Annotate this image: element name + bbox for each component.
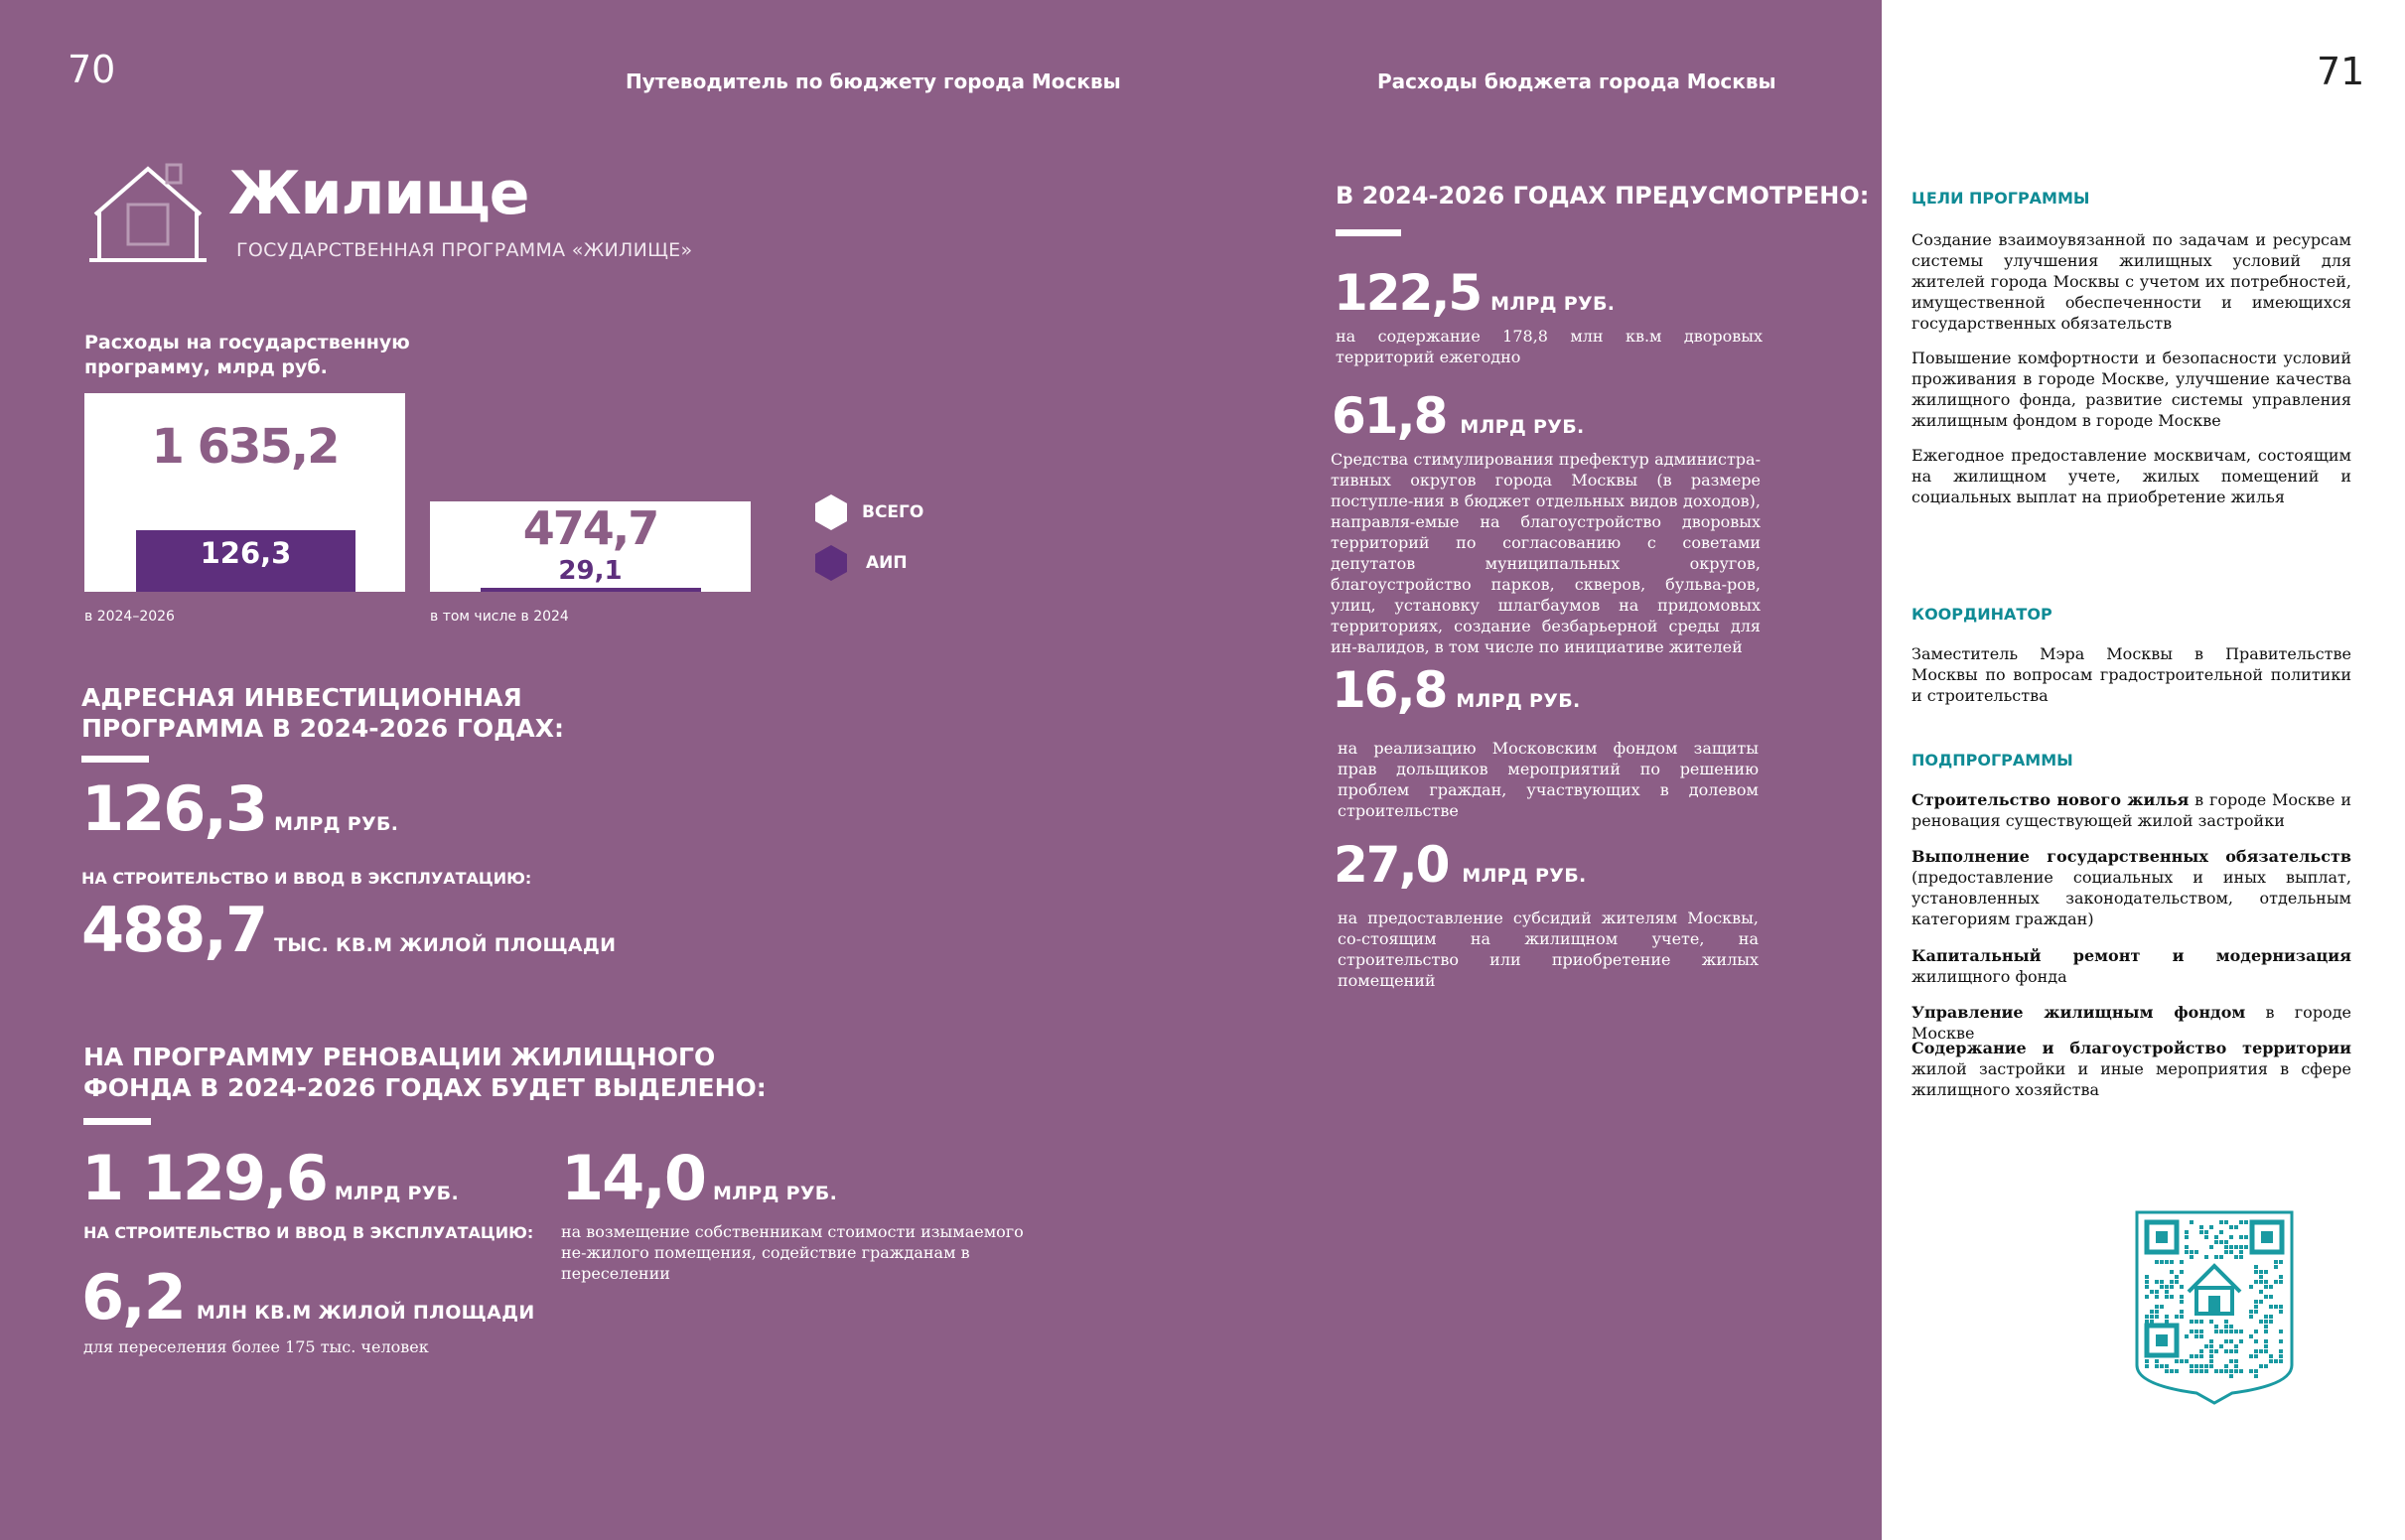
program-title: Жилище — [228, 159, 529, 228]
goal-3: Ежегодное предоставление москвичам, состоящим на жилищном учете, жилых помещений и социальных выплат на приобретение жилья — [1911, 446, 2351, 506]
aip-divider — [81, 756, 149, 763]
bar-total-label-2024: 474,7 — [522, 501, 658, 555]
renovation-value3-row — [81, 1261, 535, 1333]
chart-x-label-1: в 2024–2026 — [84, 609, 175, 625]
renovation-label2: на возмещение собственникам стоимости изымаемого не-жилого помещения, содействие гражданам в переселении — [561, 1222, 1024, 1283]
renovation-value1-row — [81, 1142, 459, 1214]
subprogram-1-bold: Строительство нового жилья — [1911, 790, 2190, 809]
planned-unit-1: МЛРД РУБ. — [1490, 293, 1616, 315]
planned-caption: В 2024-2026 ГОДАХ ПРЕДУСМОТРЕНО: — [1336, 182, 1870, 210]
renovation-value2: 14,0 — [561, 1142, 705, 1214]
subprogram-5-bold: Содержание и благоустройство территории — [1911, 1039, 2351, 1057]
subprograms-heading: ПОДПРОГРАММЫ — [1911, 751, 2073, 770]
planned-item-2 — [1332, 387, 1585, 445]
legend-label-total: ВСЕГО — [862, 502, 924, 522]
aip-label1: НА СТРОИТЕЛЬСТВО И ВВОД В ЭКСПЛУАТАЦИЮ: — [81, 869, 532, 888]
aip-value1: 126,3 — [81, 772, 267, 845]
bar-aip-2024 — [481, 588, 701, 592]
coordinator-text: Заместитель Мэра Москвы в Правительстве Москвы по вопросам градостроительной политики и строительства — [1911, 644, 2351, 705]
subprogram-2-rest: (предоставление социальных и иных выплат, установленных законодательством, отдельным категориям граждан) — [1911, 868, 2351, 928]
subprogram-2-bold: Выполнение государственных обязательств — [1911, 847, 2351, 866]
program-subtitle: ГОСУДАРСТВЕННАЯ ПРОГРАММА «ЖИЛИЩЕ» — [236, 239, 693, 261]
planned-text-4: на предоставление субсидий жителям Москвы, со-стоящим на жилищном учете, на строительство или приобретение жилых помещений — [1338, 909, 1759, 990]
planned-value-3: 16,8 — [1332, 661, 1447, 719]
header-left-title: Путеводитель по бюджету города Москвы — [626, 70, 1121, 93]
renovation-label3: для переселения более 175 тыс. человек — [83, 1337, 429, 1356]
renovation-unit2: МЛРД РУБ. — [712, 1183, 838, 1204]
subprogram-3 — [1911, 945, 2351, 987]
subprogram-1 — [1911, 789, 2351, 831]
planned-divider — [1336, 229, 1401, 236]
legend-item-total — [814, 493, 923, 531]
aip-value1-row — [81, 772, 398, 845]
subprogram-3-rest: жилищного фонда — [1911, 967, 2067, 986]
renovation-unit1: МЛРД РУБ. — [334, 1183, 459, 1204]
aip-unit2: ТЫС. КВ.М ЖИЛОЙ ПЛОЩАДИ — [274, 934, 617, 956]
chart-title: Расходы на государственную программу, млрд руб. — [84, 332, 410, 378]
legend-item-aip — [814, 544, 908, 582]
qr-code[interactable] — [2133, 1208, 2296, 1411]
renovation-value1: 1 129,6 — [81, 1142, 327, 1214]
subprogram-3-bold: Капитальный ремонт и модернизация — [1911, 946, 2351, 965]
planned-unit-3: МЛРД РУБ. — [1456, 690, 1581, 712]
planned-value-2: 61,8 — [1332, 387, 1447, 445]
chart-x-label-2: в том числе в 2024 — [430, 609, 569, 625]
goal-2: Повышение комфортности и безопасности условий проживания в городе Москве, улучшение качества жилищного фонда, развитие системы управления жилищным фондом в городе Москве — [1911, 349, 2351, 430]
planned-unit-4: МЛРД РУБ. — [1462, 865, 1587, 887]
renovation-unit3: МЛН КВ.М ЖИЛОЙ ПЛОЩАДИ — [196, 1302, 535, 1324]
goal-1: Создание взаимоувязанной по задачам и ресурсам системы улучшения жилищных условий для жителей города Москвы с учетом их потребностей, имущественной обеспеченности и имеющихся государственных обязательств — [1911, 230, 2351, 333]
subprogram-5 — [1911, 1038, 2351, 1100]
renovation-label1: НА СТРОИТЕЛЬСТВО И ВВОД В ЭКСПЛУАТАЦИЮ: — [83, 1223, 534, 1242]
planned-value-1: 122,5 — [1334, 264, 1482, 322]
page-number-left: 70 — [68, 48, 116, 91]
planned-value-4: 27,0 — [1334, 836, 1449, 894]
aip-value2: 488,7 — [81, 894, 267, 966]
aip-caption: АДРЕСНАЯ ИНВЕСТИЦИОННАЯ ПРОГРАММА В 2024-2026 ГОДАХ: — [81, 683, 564, 743]
hexagon-white-icon — [814, 493, 848, 531]
planned-unit-2: МЛРД РУБ. — [1460, 416, 1585, 438]
hexagon-purple-icon — [814, 544, 848, 582]
subprogram-1-rest: в городе Москве и реновация существующей жилой застройки — [1911, 790, 2351, 830]
planned-text-3: на реализацию Московским фондом защиты прав дольщиков мероприятий по решению проблем граждан, участвующих в долевом строительстве — [1338, 739, 1759, 820]
bar-aip-label-2024: 29,1 — [558, 556, 623, 586]
renovation-value2-row — [561, 1142, 837, 1214]
renovation-value3: 6,2 — [81, 1261, 185, 1333]
house-icon — [89, 163, 207, 268]
planned-item-3 — [1332, 661, 1581, 719]
renovation-caption: НА ПРОГРАММУ РЕНОВАЦИИ ЖИЛИЩНОГО ФОНДА В 2024-2026 ГОДАХ БУДЕТ ВЫДЕЛЕНО: — [83, 1043, 767, 1102]
renovation-divider — [83, 1118, 151, 1125]
page-number-right: 71 — [2317, 50, 2365, 93]
planned-item-4 — [1334, 836, 1587, 894]
subprogram-2 — [1911, 846, 2351, 929]
planned-item-1 — [1334, 264, 1615, 322]
legend-label-aip: АИП — [866, 553, 908, 573]
goals-heading: ЦЕЛИ ПРОГРАММЫ — [1911, 189, 2090, 208]
planned-text-2: Средства стимулирования префектур администра-тивных округов города Москвы (в размере поступле-ния в бюджет отдельных видов доходов), направля-емые на благоустройство дворовых территорий по согласованию с советами депутатов муниципальных округов, благоустройство парков, скверов, бульва-ров, улиц, установку шлагбаумов на придомовых территориях, создание безбарьерной среды для ин-валидов, в том числе по инициативе жителей — [1331, 450, 1761, 656]
planned-text-1: на содержание 178,8 млн кв.м дворовых территорий ежегодно — [1336, 327, 1763, 366]
aip-unit1: МЛРД РУБ. — [274, 813, 399, 835]
bar-total-label-2024-2026: 1 635,2 — [151, 419, 339, 475]
coordinator-heading: КООРДИНАТОР — [1911, 605, 2052, 624]
aip-value2-row — [81, 894, 616, 966]
header-right-title: Расходы бюджета города Москвы — [1377, 70, 1776, 93]
subprogram-5-rest: жилой застройки и иные мероприятия в сфере жилищного хозяйства — [1911, 1059, 2351, 1099]
subprogram-4-rest: в городе Москве — [1911, 1003, 2352, 1043]
bar-aip-label-2024-2026: 126,3 — [200, 536, 292, 570]
subprogram-4-bold: Управление жилищным фондом — [1911, 1003, 2246, 1022]
